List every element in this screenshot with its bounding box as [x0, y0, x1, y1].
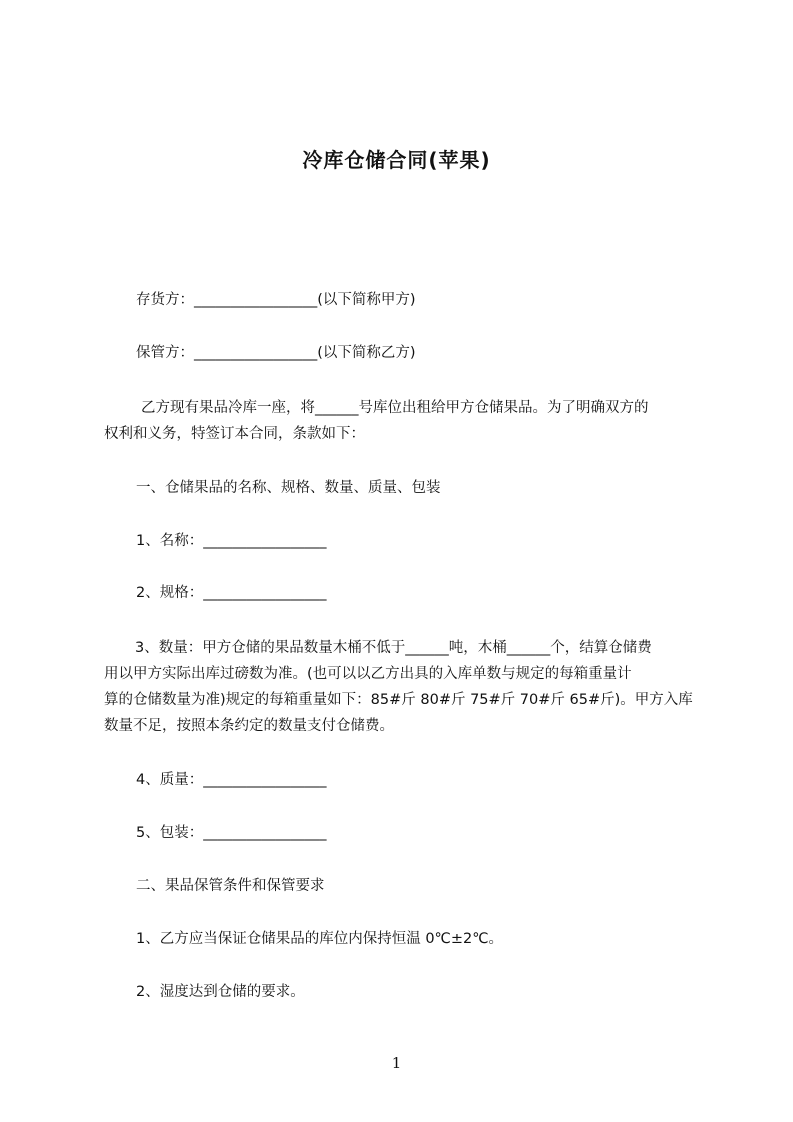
document-title: 冷库仓储合同(苹果) — [302, 148, 491, 172]
item-4-quality: 4、质量：_________________ — [136, 772, 327, 788]
item-3-paragraph — [104, 635, 701, 739]
item-5-packaging: 5、包装：_________________ — [136, 825, 327, 841]
item-3-line-3: 算的仓储数量为准)规定的每箱重量如下：85#斤 80#斤 75#斤 70#斤 65#斤)。甲方入库 — [104, 692, 693, 708]
item-1-name: 1、名称：_________________ — [136, 533, 327, 549]
depositor-line: 存货方：_________________(以下简称甲方) — [136, 292, 416, 308]
requirement-2: 2、湿度达到仓储的要求。 — [136, 984, 305, 1000]
requirement-1: 1、乙方应当保证仓储果品的库位内保持恒温 0℃±2℃。 — [136, 931, 504, 947]
item-3-line-1: 3、数量：甲方仓储的果品数量木桶不低于______吨，木桶______个，结算仓储费 — [135, 640, 652, 656]
page-number: 1 — [391, 1054, 402, 1072]
custodian-line: 保管方：_________________(以下简称乙方) — [136, 345, 416, 361]
item-3-line-2: 用以甲方实际出库过磅数为准。(也可以以乙方出具的入库单数与规定的每箱重量计 — [104, 666, 632, 682]
item-3-line-4: 数量不足，按照本条约定的数量支付仓储费。 — [104, 718, 394, 734]
section-1-heading: 一、仓储果品的名称、规格、数量、质量、包装 — [136, 480, 441, 496]
section-2-heading: 二、果品保管条件和保管要求 — [136, 878, 325, 894]
intro-line-1: 乙方现有果品冷库一座，将______号库位出租给甲方仓储果品。为了明确双方的 — [141, 400, 649, 416]
item-2-spec: 2、规格：_________________ — [136, 585, 327, 601]
intro-paragraph — [104, 395, 701, 447]
intro-line-2: 权利和义务，特签订本合同，条款如下： — [104, 426, 365, 442]
